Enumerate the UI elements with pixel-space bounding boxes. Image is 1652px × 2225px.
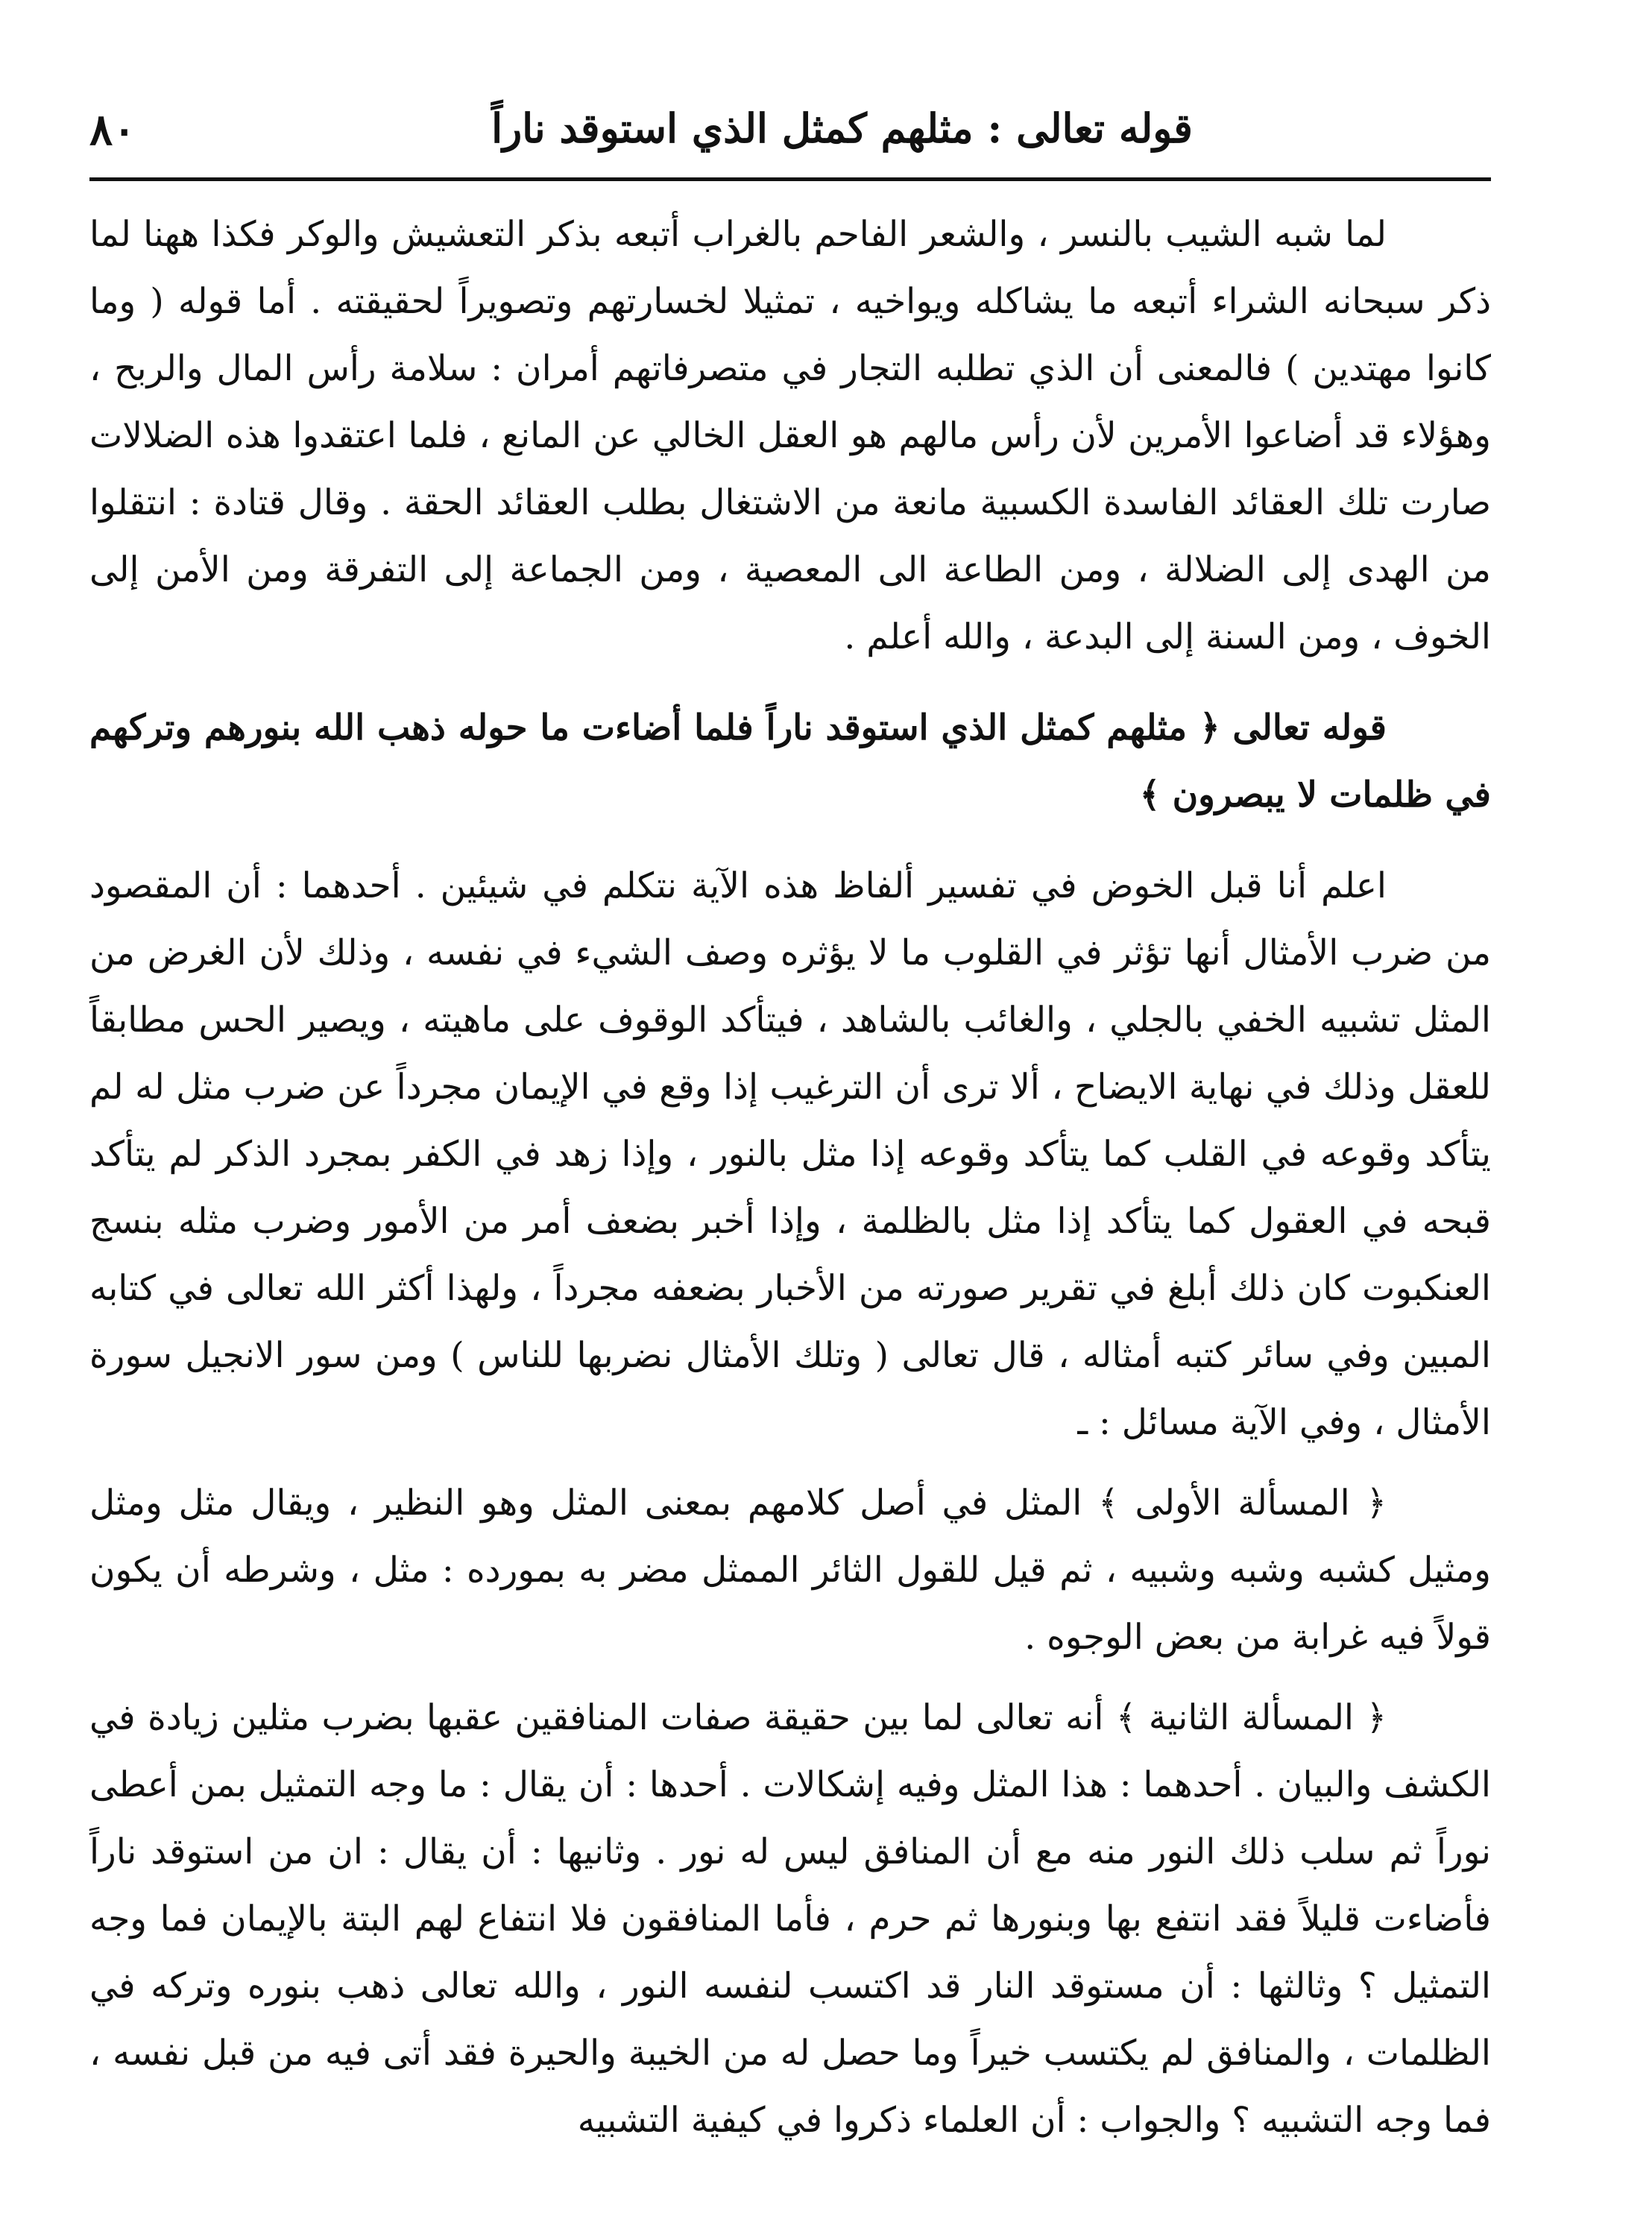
paragraph-commentary-1: لما شبه الشيب بالنسر ، والشعر الفاحم بالغراب أتبعه بذكر التعشيش والوكر فكذا ههنا لما ذكر سبحانه الشراء أتبعه ما يشاكله ويواخيه ، تمثيلا لخسارتهم وتصويراً لحقيقته . أما قوله ( وما كانوا مهتدين ) فالمعنى أن الذي تطلبه التجار في متصرفاتهم أمران : سلامة رأس المال والربح ، وهؤلاء قد أضاعوا الأمرين لأن رأس مالهم هو العقل الخالي عن المانع ، فلما اعتقدوا هذه الضلالات صارت تلك العقائد الفاسدة الكسبية مانعة من الاشتغال بطلب العقائد الحقة . وقال قتادة : انتقلوا من الهدى إلى الضلالة ، ومن الطاعة الى المعصية ، ومن الجماعة إلى التفرقة ومن الأمن إلى الخوف ، ومن السنة إلى البدعة ، والله أعلم . <box>89 214 1491 657</box>
page-number: ٨٠ <box>89 104 136 155</box>
page-header <box>89 89 1491 179</box>
page-body <box>89 201 1491 2154</box>
verse-heading: قوله تعالى ﴿ مثلهم كمثل الذي استوقد ناراً فلما أضاءت ما حوله ذهب الله بنورهم وتركهم في ظلمات لا يبصرون ﴾ <box>89 707 1491 815</box>
book-page <box>89 89 1491 2177</box>
running-title: قوله تعالى : مثلهم كمثل الذي استوقد ناراً <box>491 104 1193 152</box>
paragraph-commentary-2: اعلم أنا قبل الخوض في تفسير ألفاظ هذه الآية نتكلم في شيئين . أحدهما : أن المقصود من ضرب الأمثال أنها تؤثر في القلوب ما لا يؤثره وصف الشيء في نفسه ، وذلك لأن الغرض من المثل تشبيه الخفي بالجلي ، والغائب بالشاهد ، فيتأكد الوقوف على ماهيته ، ويصير الحس مطابقاً للعقل وذلك في نهاية الايضاح ، ألا ترى أن الترغيب إذا وقع في الإيمان مجرداً عن ضرب مثل له لم يتأكد وقوعه في القلب كما يتأكد وقوعه إذا مثل بالنور ، وإذا زهد في الكفر بمجرد الذكر لم يتأكد قبحه في العقول كما يتأكد إذا مثل بالظلمة ، وإذا أخبر بضعف أمر من الأمور وضرب مثله بنسج العنكبوت كان ذلك أبلغ في تقرير صورته من الأخبار بضعفه مجرداً ، ولهذا أكثر الله تعالى في كتابه المبين وفي سائر كتبه أمثاله ، قال تعالى ( وتلك الأمثال نضربها للناس ) ومن سور الانجيل سورة الأمثال ، وفي الآية مسائل : ـ <box>89 865 1492 1443</box>
paragraph-issue-1: ﴿ المسألة الأولى ﴾ المثل في أصل كلامهم بمعنى المثل وهو النظير ، ويقال مثل ومثل ومثيل كشبه وشبه وشبيه ، ثم قيل للقول الثائر الممثل مضر به بمورده : مثل ، وشرطه أن يكون قولاً فيه غرابة من بعض الوجوه . <box>89 1483 1491 1658</box>
header-rule <box>89 177 1491 181</box>
paragraph-issue-2: ﴿ المسألة الثانية ﴾ أنه تعالى لما بين حقيقة صفات المنافقين عقبها بضرب مثلين زيادة في الكشف والبيان . أحدهما : هذا المثل وفيه إشكالات . أحدها : أن يقال : ما وجه التمثيل بمن أعطى نوراً ثم سلب ذلك النور منه مع أن المنافق ليس له نور . وثانيها : أن يقال : ان من استوقد ناراً فأضاءت قليلاً فقد انتفع بها وبنورها ثم حرم ، فأما المنافقون فلا انتفاع لهم البتة بالإيمان فما وجه التمثيل ؟ وثالثها : أن مستوقد النار قد اكتسب لنفسه النور ، والله تعالى ذهب بنوره وتركه في الظلمات ، والمنافق لم يكتسب خيراً وما حصل له من الخيبة والحيرة فقد أتى فيه من قبل نفسه ، فما وجه التشبيه ؟ والجواب : أن العلماء ذكروا في كيفية التشبيه <box>89 1697 1491 2141</box>
